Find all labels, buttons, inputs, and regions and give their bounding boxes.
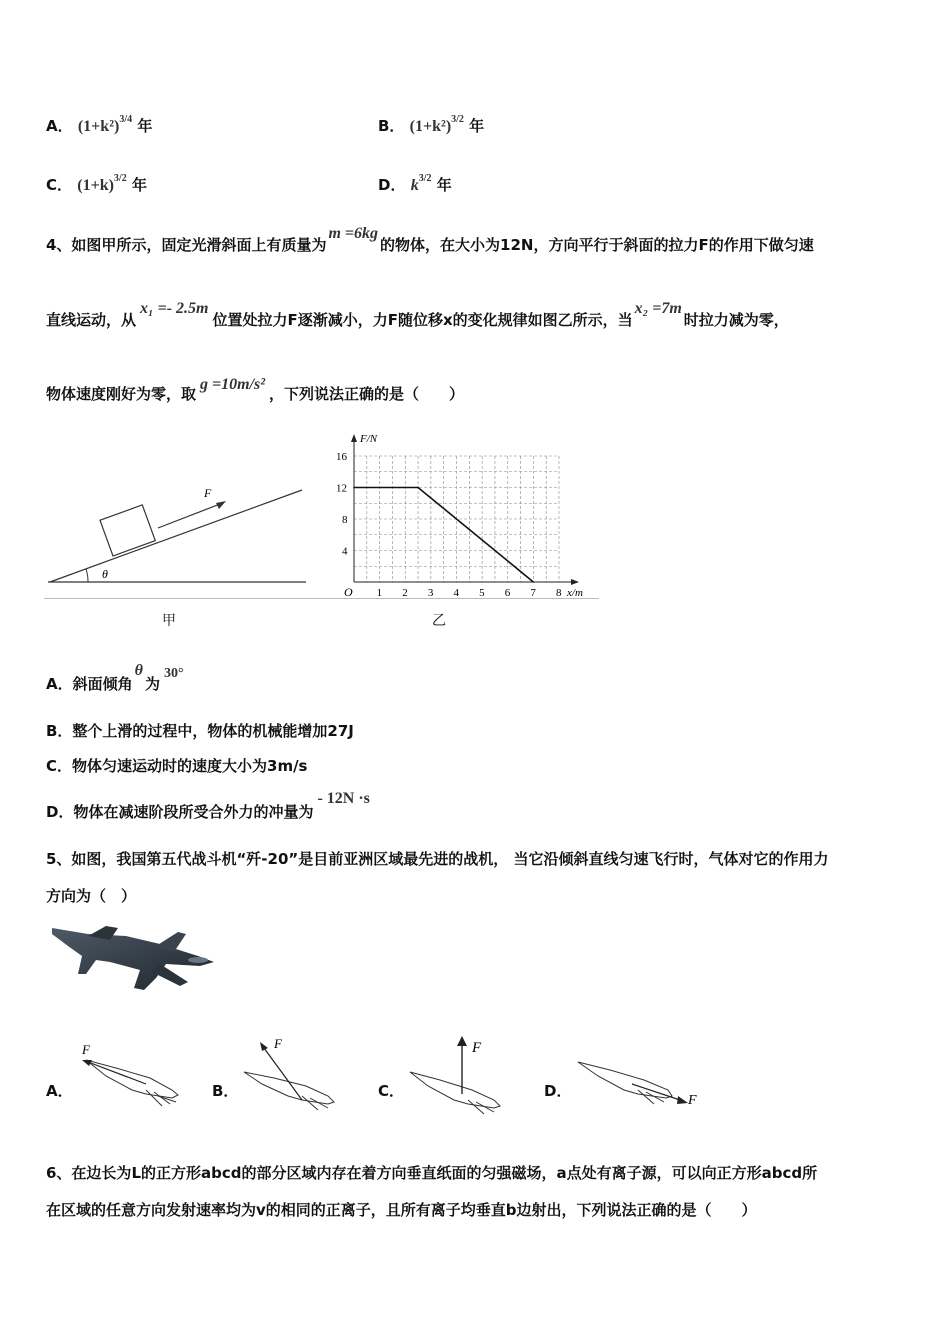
- y-tick-label: 12: [336, 482, 347, 495]
- q4-option-a-theta: θ: [134, 662, 143, 679]
- q5-option-d-diagram: [572, 1054, 707, 1116]
- q3-option-a-expr: (1+k²): [77, 118, 120, 135]
- force-arrow-head: [216, 501, 226, 509]
- force-label-a: F: [82, 1042, 90, 1057]
- plane-d: [578, 1062, 672, 1104]
- force-label-c: F: [472, 1040, 482, 1056]
- q5-option-a-label: A．: [46, 1082, 73, 1100]
- figure-jia-caption: 甲: [162, 613, 176, 629]
- q3-option-a: A． $(1+k^2)^{3/4}$ 年: [46, 114, 153, 135]
- q3-option-d-expr: k: [410, 177, 419, 194]
- x-tick-label: 8: [556, 587, 562, 599]
- force-label-b: F: [274, 1036, 282, 1051]
- q5-line-2: 方向为（ ）: [46, 887, 137, 905]
- q4-line-1: 4、如图甲所示，固定光滑斜面上有质量为m =6kg的物体，在大小为12N，方向平行于斜面的拉力F的作用下做匀速: [46, 225, 814, 254]
- q4-option-d: D．物体在减速阶段所受合外力的冲量为- 12N ·s: [46, 790, 370, 821]
- q6-line-2: 在区域的任意方向发射速率均为v的相同的正离子，且所有离子均垂直b边射出，下列说法正确的是（ ）: [46, 1201, 757, 1219]
- force-series-point: [533, 581, 535, 583]
- q4-mass: m =6kg: [328, 225, 379, 242]
- force-label-d: F: [688, 1093, 697, 1108]
- angle-label: θ: [102, 567, 108, 581]
- incline-surface: [50, 490, 302, 582]
- q4-line-3: 物体速度刚好为零，取g =10m/s²，下列说法正确的是（ ）: [46, 376, 465, 403]
- q3-option-b-exponent: 3/2: [451, 114, 464, 125]
- angle-arc: [86, 569, 88, 582]
- y-axis-arrow: [351, 434, 357, 442]
- q3-option-c-expr: (1+k): [77, 177, 114, 194]
- y-tick-label: 8: [342, 514, 348, 526]
- x-axis-arrow: [571, 579, 579, 585]
- y-axis-label: F/N: [360, 433, 378, 445]
- x-tick-label: 5: [479, 587, 485, 599]
- q4-line-2: 直线运动，从x₁ =- 2.5m位置处拉力F逐渐减小，力F随位移x的变化规律如图乙所示，当x₂ =7m时拉力减为零，: [46, 300, 789, 329]
- q4-option-a: A．斜面倾角θ为30°: [46, 662, 184, 693]
- force-arrow-line: [158, 504, 220, 528]
- origin-label: O: [344, 585, 353, 599]
- y-tick-label: 16: [336, 451, 347, 463]
- q3-option-d-exponent: 3/2: [418, 173, 432, 184]
- q6-line-1: 6、在边长为L的正方形abcd的部分区域内存在着方向垂直纸面的匀强磁场，a点处有离子源，可以向正方形abcd所: [46, 1164, 818, 1182]
- q5-option-a-diagram: [76, 1040, 186, 1115]
- block: [100, 505, 155, 556]
- force-arrow-a: [88, 1062, 146, 1084]
- q3-option-d: D． $k^{3/2}$ 年: [378, 173, 452, 194]
- y-tick-label: 4: [342, 545, 348, 558]
- q5-line-1: 5、如图，我国第五代战斗机“歼-20”是目前亚洲区域最先进的战机， 当它沿倾斜直线匀速飞行时，气体对它的作用力: [46, 850, 829, 868]
- x-tick-label: 2: [402, 587, 408, 599]
- q4-g: g =10m/s²: [200, 376, 266, 393]
- force-label: F: [204, 486, 212, 500]
- q4-x2: x₂ =7m: [634, 300, 682, 317]
- q4-option-a-value: 30°: [163, 666, 184, 681]
- incline-figure: [40, 470, 320, 605]
- q4-option-c: C．物体匀速运动时的速度大小为3m/s: [46, 757, 308, 775]
- q3-option-b: B． $(1+k^2)^{3/2}$ 年: [378, 114, 485, 135]
- force-arrow-b: [264, 1048, 302, 1100]
- j20-fighter-image: [48, 920, 216, 992]
- force-series-point: [417, 487, 419, 489]
- q4-x1: x₁ =- 2.5m: [140, 300, 209, 317]
- x-tick-label: 1: [376, 587, 383, 599]
- q5-option-c-label: C．: [378, 1082, 405, 1100]
- q3-option-b-expr: (1+k²): [409, 118, 452, 135]
- q5-option-c-diagram: [404, 1032, 514, 1117]
- f-x-chart: [330, 425, 600, 600]
- x-tick-label: 3: [427, 587, 434, 599]
- force-series-point: [353, 487, 355, 489]
- figure-yi-caption: 乙: [432, 613, 446, 629]
- q3-option-c: C． $(1+k)^{3/2}$ 年: [46, 173, 147, 194]
- q3-option-c-exponent: 3/2: [113, 173, 127, 184]
- plane-b: [244, 1072, 334, 1110]
- q5-option-b-label: B．: [212, 1082, 239, 1100]
- x-tick-label: 4: [453, 587, 459, 599]
- q4-option-d-value: - 12N ·s: [317, 790, 370, 807]
- x-tick-label: 6: [504, 587, 511, 599]
- x-tick-label: 7: [530, 587, 536, 599]
- q3-option-a-exponent: 3/4: [119, 114, 133, 125]
- q4-option-b: B．整个上滑的过程中，物体的机械能增加27J: [46, 722, 354, 740]
- plane-c: [410, 1072, 500, 1114]
- q5-option-d-label: D．: [544, 1082, 572, 1100]
- q5-option-b-diagram: [240, 1034, 350, 1114]
- x-axis-label: x/m: [567, 587, 583, 599]
